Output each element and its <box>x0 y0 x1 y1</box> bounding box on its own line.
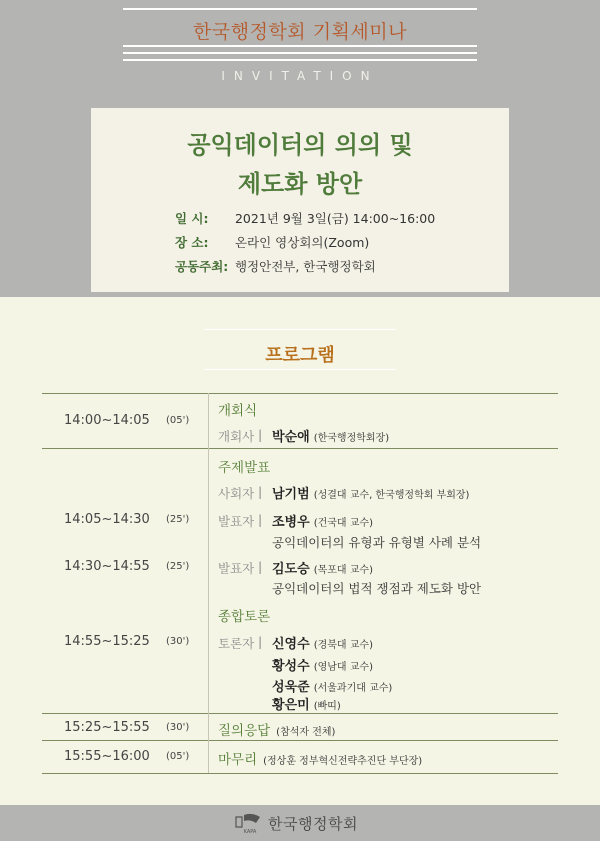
person-name: 조병우 (건국대 교수) <box>272 515 373 530</box>
info-row-venue <box>175 233 369 251</box>
affiliation: (서울과기대 교수) <box>313 683 393 694</box>
duration: (30') <box>166 722 190 733</box>
info-row-hosts <box>175 257 376 275</box>
person-name: 남기범 (성결대 교수, 한국행정학회 부회장) <box>272 487 470 502</box>
section-discussion: 종합토론 <box>218 609 271 625</box>
time-slot: 14:00~14:05 <box>64 413 150 428</box>
role-label: 발표자 <box>218 514 255 529</box>
role-label: 사회자 <box>218 486 255 501</box>
info-label: 일 시: <box>175 211 209 226</box>
person-name: 김도승 (목포대 교수) <box>272 562 373 577</box>
time-slot: 15:55~16:00 <box>64 749 150 764</box>
person-name: 박순애 (한국행정학회장) <box>272 430 390 445</box>
seminar-title-line1: 공익데이터의 의의 및 <box>187 131 413 159</box>
program-rule-bottom <box>204 369 396 370</box>
info-label: 장 소: <box>175 235 209 250</box>
affiliation: (한국행정학회장) <box>313 433 390 444</box>
seminar-title-line2: 제도화 방안 <box>237 170 363 198</box>
panelist: 황성수 (영남대 교수) <box>272 659 373 674</box>
duration: (05') <box>166 751 190 762</box>
logo-text: KAPA <box>243 829 257 835</box>
panelist: 신영수 (경북대 교수) <box>272 637 373 652</box>
panelist: 성욱준 (서울과기대 교수) <box>272 680 393 695</box>
role-label: 발표자 <box>218 561 255 576</box>
section-opening: 개회식 <box>218 403 258 419</box>
affiliation: (건국대 교수) <box>313 518 373 529</box>
time-slot: 14:05~14:30 <box>64 512 150 527</box>
time-slot: 14:55~15:25 <box>64 634 150 649</box>
separator: | <box>258 559 263 574</box>
table-rule <box>42 773 558 774</box>
role-label: 토론자 <box>218 636 255 651</box>
info-label: 공동주최: <box>175 259 229 274</box>
title-card <box>91 108 509 292</box>
section-note: (정상훈 정부혁신전략추진단 부단장) <box>263 756 423 767</box>
time-slot: 15:25~15:55 <box>64 720 150 735</box>
info-value: 행정안전부, 한국행정학회 <box>234 259 376 274</box>
section-presentation: 주제발표 <box>218 460 271 476</box>
table-rule <box>42 448 558 449</box>
seminar-org-title: 한국행정학회 기획세미나 <box>193 21 407 43</box>
section-closing: 마무리 (정상훈 정부혁신전략추진단 부단장) <box>218 752 423 768</box>
separator: | <box>258 512 263 527</box>
affiliation: (빠띠) <box>313 701 341 712</box>
header-rule-2 <box>123 52 477 54</box>
affiliation: (경북대 교수) <box>313 640 373 651</box>
info-value: 2021년 9월 3일(금) 14:00~16:00 <box>234 211 436 226</box>
table-rule <box>42 740 558 741</box>
program-title: 프로그램 <box>265 345 335 366</box>
header-rule-1 <box>123 45 477 47</box>
table-rule <box>42 393 558 394</box>
header-rule-3 <box>123 59 477 61</box>
header-top-rule <box>123 8 477 10</box>
info-row-datetime <box>175 209 435 227</box>
duration: (05') <box>166 415 190 426</box>
affiliation: (영남대 교수) <box>313 662 373 673</box>
duration: (30') <box>166 636 190 647</box>
kapa-logo-icon <box>232 813 268 835</box>
presentation-topic: 공익데이터의 유형과 유형별 사례 분석 <box>272 535 482 550</box>
duration: (25') <box>166 514 190 525</box>
invitation-label: INVITATION <box>221 69 379 83</box>
separator: | <box>258 427 263 442</box>
table-rule <box>42 713 558 714</box>
program-rule-top <box>204 329 396 330</box>
table-divider <box>208 393 209 773</box>
section-qa: 질의응답 (참석자 전체) <box>218 723 336 739</box>
role-label: 개회사 <box>218 429 255 444</box>
info-value: 온라인 영상회의(Zoom) <box>234 235 370 250</box>
affiliation: (성결대 교수, 한국행정학회 부회장) <box>313 490 470 501</box>
section-note: (참석자 전체) <box>276 727 336 738</box>
panelist: 황은미 (빠띠) <box>272 698 341 713</box>
affiliation: (목포대 교수) <box>313 565 373 576</box>
duration: (25') <box>166 561 190 572</box>
separator: | <box>258 634 263 649</box>
time-slot: 14:30~14:55 <box>64 559 150 574</box>
presentation-topic: 공익데이터의 법적 쟁점과 제도화 방안 <box>272 581 482 596</box>
separator: | <box>258 484 263 499</box>
footer-org-name: 한국행정학회 <box>268 815 358 833</box>
